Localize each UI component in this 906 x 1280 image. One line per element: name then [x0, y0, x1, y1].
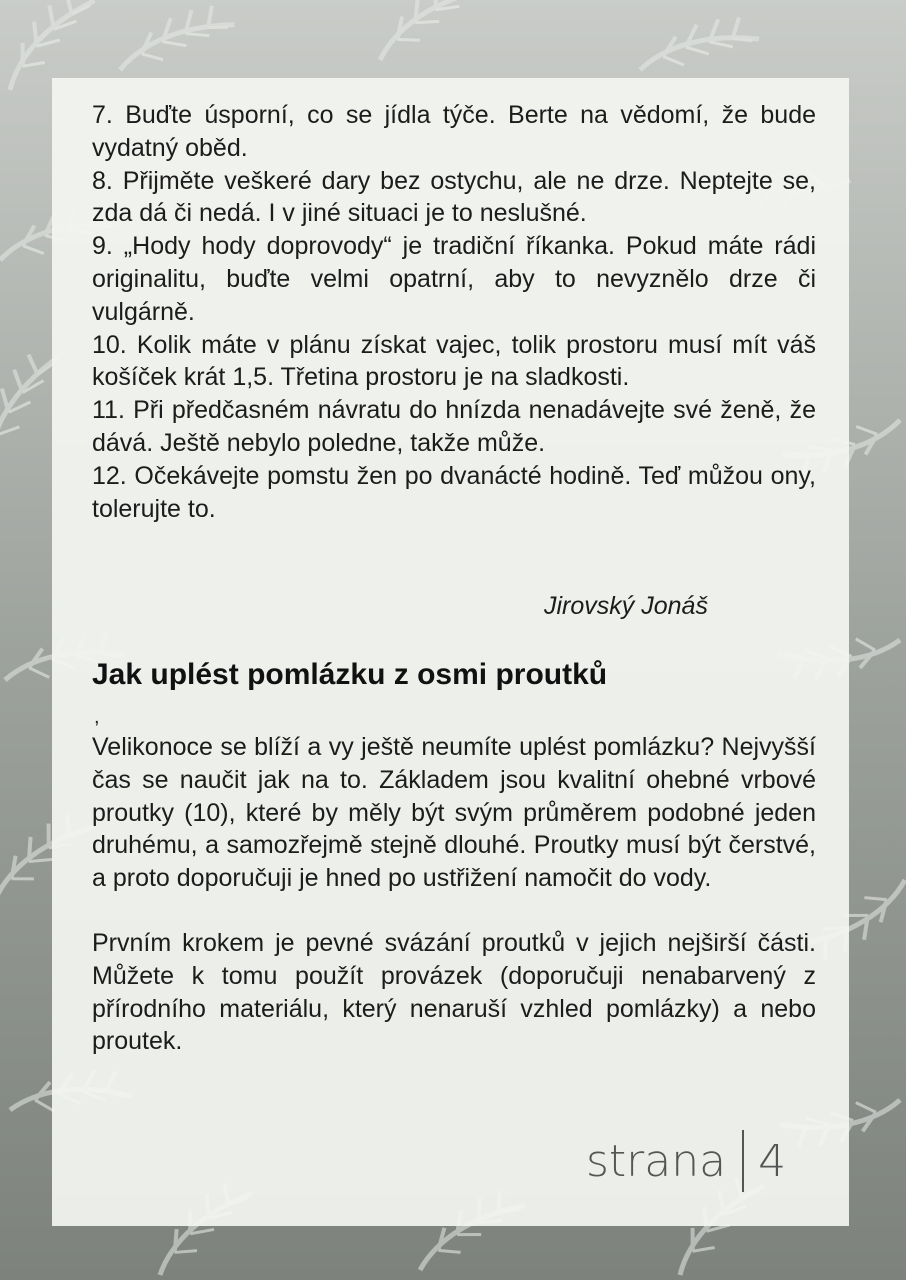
stray-comma: , [94, 706, 100, 728]
page-number-value: 4 [758, 1135, 787, 1187]
paragraph: Prvním krokem je pevné svázání proutků v jejich nejširší části. Můžete k tomu použít provázek (doporučuji nenabarvený z přírodního materiálu, který nenaruší vzhled pomlázky) a nebo proutek. [92, 928, 816, 1056]
page-number [586, 1126, 786, 1196]
list-item: 7. Buďte úsporní, co se jídla týče. Berte na vědomí, že bude vydatný oběd. [92, 101, 816, 162]
paragraph: Velikonoce se blíží a vy ještě neumíte uplést pomlázku? Nejvyšší čas se naučit jak na to. Základem jsou kvalitní ohebné vrbové proutky (10), které by měly být svým průměrem podobné jeden druhému, a samozřejmě stejně dlouhé. Proutky musí být čerstvé, a proto doporučuji je hned po ustřižení namočit do vody. [92, 733, 816, 893]
list-item: 11. Při předčasném návratu do hnízda nenadávejte své ženě, že dává. Ještě nebylo poledne, takže může. [92, 396, 816, 457]
author-signature: Jirovský Jonáš [544, 592, 708, 620]
page-label: strana [586, 1135, 727, 1187]
article-body [92, 731, 816, 1058]
list-item: 12. Očekávejte pomstu žen po dvanácté hodině. Teď můžou ony, tolerujte to. [92, 461, 816, 523]
list-item: 8. Přijměte veškeré dary bez ostychu, ale ne drze. Neptejte se, zda dá či nedá. I v jiné situaci je to neslušné. [92, 166, 816, 228]
list-item: 9. „Hody hody doprovody“ je tradiční říkanka. Pokud máte rádi originalitu, buďte velmi opatrní, aby to nevyznělo drze či vulgárně. [92, 232, 816, 326]
rules-list [92, 99, 816, 525]
article-heading: Jak uplést pomlázku z osmi proutků [92, 658, 608, 691]
footer-divider [742, 1130, 744, 1192]
list-item: 10. Kolik máte v plánu získat vajec, tolik prostoru musí mít váš košíček krát 1,5. Třetina prostoru je na sladkosti. [92, 330, 816, 392]
